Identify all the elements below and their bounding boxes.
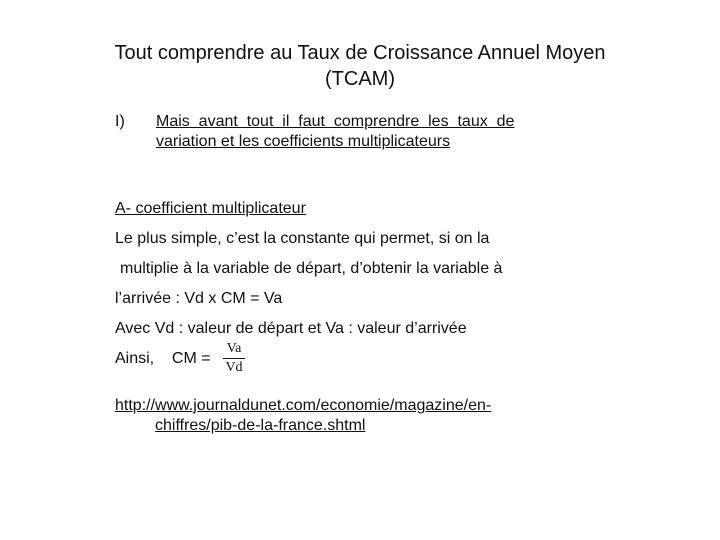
section-heading-line-1: Mais avant tout il faut comprendre les taux de bbox=[156, 113, 515, 130]
section-heading-text bbox=[156, 112, 606, 152]
subheading: A- coefficient multiplicateur bbox=[115, 200, 306, 217]
definition-line-1: Le plus simple, c’est la constante qui permet, si on la bbox=[115, 230, 490, 247]
fraction-denominator: Vd bbox=[225, 360, 243, 375]
reference-link[interactable] bbox=[115, 396, 635, 436]
reference-link-line-1[interactable]: http://www.journaldunet.com/economie/magazine/en- bbox=[115, 397, 492, 414]
definition-line-3: l’arrivée : Vd x CM = Va bbox=[115, 290, 283, 307]
section-numeral: I) bbox=[115, 113, 125, 130]
formula-line bbox=[115, 341, 615, 375]
formula-fraction bbox=[223, 341, 245, 376]
slide-title bbox=[60, 40, 660, 92]
definition-line-2: multiplie à la variable de départ, d’obtenir la variable à bbox=[120, 260, 503, 277]
formula-prefix: Ainsi, CM = bbox=[115, 350, 211, 367]
reference-link-line-2[interactable]: chiffres/pib-de-la-france.shtml bbox=[155, 417, 366, 434]
title-line-1: Tout comprendre au Taux de Croissance Annuel Moyen bbox=[114, 42, 606, 64]
definition-line-4: Avec Vd : valeur de départ et Va : valeur d’arrivée bbox=[115, 320, 467, 337]
section-heading-line-2: variation et les coefficients multiplicateurs bbox=[156, 133, 451, 150]
fraction-numerator: Va bbox=[223, 341, 245, 359]
title-line-2: (TCAM) bbox=[325, 68, 395, 90]
definition-block bbox=[115, 194, 615, 374]
